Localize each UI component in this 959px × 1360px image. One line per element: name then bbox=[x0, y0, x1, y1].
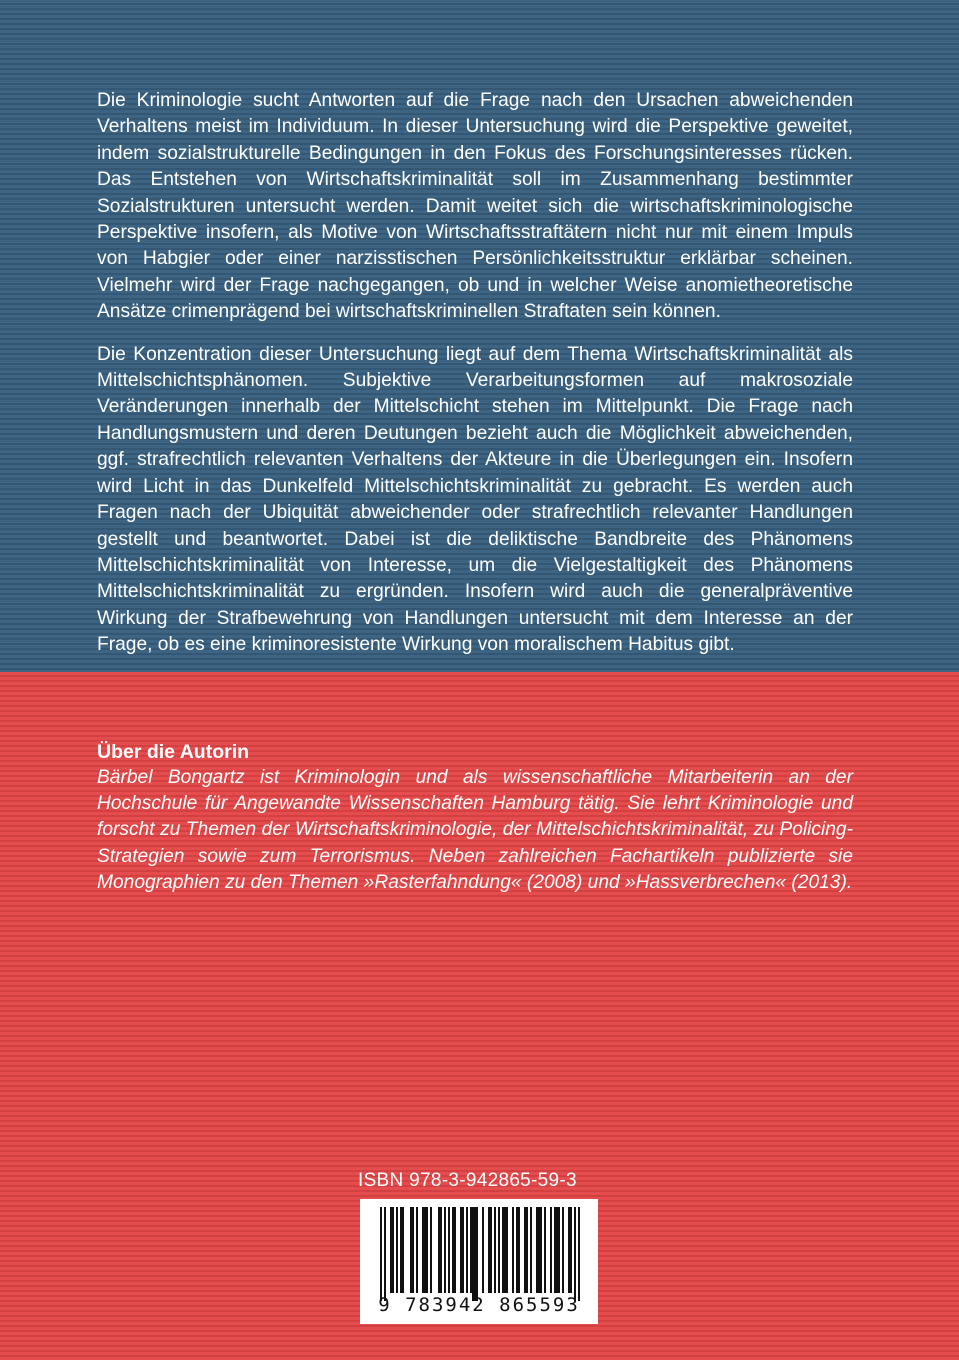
barcode-bar bbox=[470, 1207, 472, 1293]
barcode-bar bbox=[558, 1207, 560, 1293]
barcode-bar bbox=[426, 1207, 428, 1293]
barcode-bar bbox=[472, 1207, 474, 1301]
barcode-bar bbox=[454, 1207, 456, 1293]
barcode-bar bbox=[506, 1207, 508, 1293]
author-bio: Bärbel Bongartz ist Kriminologin und als wissenschaftliche Mitarbeiterin an der Hochschule für Angewandte Wissenschaften Hamburg tätig. Sie lehrt Kriminologie und forscht zu Themen der Wirtschaftskriminologie, der Mittelschichtskriminalität, zu Policing-Strategien sowie zum Terrorismus. Neben zahlreichen Fachartikeln publizierte sie Monographien zu den Themen »Rasterfahndung« (2008) und »Hassverbrechen« (2013). bbox=[97, 766, 853, 894]
barcode-bar bbox=[526, 1207, 528, 1293]
author-heading: Über die Autorin bbox=[97, 740, 250, 763]
barcode bbox=[360, 1199, 598, 1324]
barcode-bar bbox=[474, 1207, 476, 1301]
barcode-bar bbox=[512, 1207, 514, 1293]
barcode-bar bbox=[490, 1207, 492, 1293]
barcode-bar bbox=[392, 1207, 394, 1293]
barcode-bar bbox=[444, 1207, 446, 1293]
barcode-bar bbox=[578, 1207, 580, 1301]
barcode-bar bbox=[498, 1207, 500, 1293]
barcode-bar bbox=[494, 1207, 496, 1293]
barcode-bar bbox=[410, 1207, 412, 1293]
barcode-bar bbox=[430, 1207, 432, 1293]
barcode-bar bbox=[518, 1207, 520, 1293]
barcode-bar bbox=[396, 1207, 398, 1293]
barcode-bar bbox=[448, 1207, 450, 1293]
barcode-bar bbox=[568, 1207, 570, 1293]
barcode-bar bbox=[524, 1207, 526, 1293]
barcode-bar bbox=[574, 1207, 576, 1301]
isbn-label: ISBN 978-3-942865-59-3 bbox=[358, 1170, 577, 1191]
barcode-bar bbox=[462, 1207, 464, 1293]
barcode-bar bbox=[402, 1207, 404, 1293]
barcode-bar bbox=[416, 1207, 418, 1293]
barcode-bar bbox=[412, 1207, 414, 1293]
barcode-bar bbox=[516, 1207, 518, 1293]
description-paragraph-2: Die Konzentration dieser Untersuchung liegt auf dem Thema Wirtschaftskriminalität als Mittelschichtsphänomen. Subjektive Verarbeitungsformen auf makrosoziale Veränderungen innerhalb der Mittelschicht stehen im Mittelpunkt. Die Frage nach Handlungsmustern und deren Deutungen bezieht auch die Möglichkeit abweichenden, ggf. strafrechtlich relevanten Verhaltens der Akteure in die Überlegungen ein. Insofern wird Licht in das Dunkelfeld Mittelschichtskriminalität zu gebracht. Es werden auch Fragen nach der Ubiquität abweichender oder strafrechtlich relevanter Handlungen gestellt und beantwortet. Dabei ist die deliktische Bandbreite des Phänomens Mittelschichtskriminalität von Interesse, um die Vielgestaltigkeit des Phänomens Mittelschichtskriminalität zu ergründen. Insofern wird auch die generalpräventive Wirkung der Strafbewehrung von Handlungen untersucht mit dem Interesse an der Frage, ob es eine kriminoresistente Wirkung von moralischem Habitus gibt. bbox=[97, 343, 853, 656]
barcode-bar bbox=[570, 1207, 572, 1293]
barcode-bar bbox=[554, 1207, 556, 1293]
barcode-bar bbox=[400, 1207, 402, 1293]
barcode-bar bbox=[488, 1207, 490, 1293]
barcode-bar bbox=[502, 1207, 504, 1293]
barcode-bar bbox=[460, 1207, 462, 1293]
barcode-bar bbox=[452, 1207, 454, 1293]
barcode-bar bbox=[440, 1207, 442, 1293]
barcode-bar bbox=[384, 1207, 386, 1301]
barcode-bar bbox=[380, 1207, 382, 1301]
description-paragraph-1: Die Kriminologie sucht Antworten auf die Frage nach den Ursachen abweichenden Verhaltens meist im Individuum. In dieser Untersuchung wird die Perspektive geweitet, indem sozialstrukturelle Bedingungen in den Fokus des Forschungsinteresses rücken. Das Entstehen von Wirtschaftskriminalität soll im Zusammenhang bestimmter Sozialstrukturen untersucht werden. Damit weitet sich die wirtschaftskriminologische Perspektive insofern, als Motive von Wirtschaftsstraftätern nicht nur mit einem Impuls von Habgier oder einer narzisstischen Persönlichkeitsstruktur erklärbar scheinen. Vielmehr wird der Frage nachgegangen, ob und in welcher Weise anomietheoretische Ansätze crimenprägend bei wirtschaftskriminellen Straftaten sein können. bbox=[97, 90, 853, 323]
back-cover-text bbox=[97, 88, 853, 897]
barcode-bar bbox=[424, 1207, 426, 1293]
barcode-bar bbox=[538, 1207, 540, 1293]
barcode-bar bbox=[536, 1207, 538, 1293]
barcode-bar bbox=[476, 1207, 478, 1301]
barcode-bar bbox=[562, 1207, 564, 1293]
barcode-bar bbox=[390, 1207, 392, 1293]
barcode-bar bbox=[550, 1207, 552, 1293]
barcode-digits: 9 783942 865593 bbox=[378, 1294, 580, 1316]
barcode-bar bbox=[438, 1207, 440, 1293]
barcode-bar bbox=[466, 1207, 468, 1293]
barcode-bar bbox=[422, 1207, 424, 1293]
barcode-bar bbox=[482, 1207, 484, 1293]
barcode-bar bbox=[504, 1207, 506, 1293]
barcode-bar bbox=[530, 1207, 532, 1293]
barcode-bar bbox=[544, 1207, 546, 1293]
barcode-bar bbox=[556, 1207, 558, 1293]
barcode-bar bbox=[540, 1207, 542, 1293]
